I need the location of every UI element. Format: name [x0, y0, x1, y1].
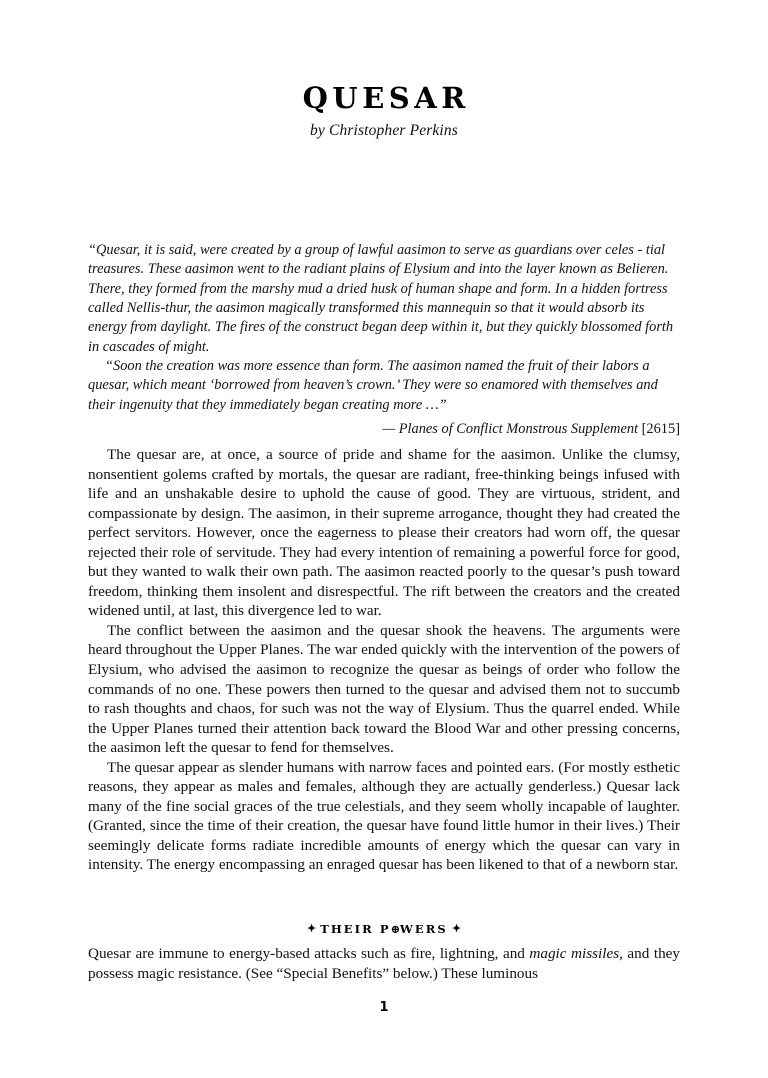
author-byline: by Christopher Perkins — [310, 122, 458, 139]
epigraph-paragraph-1: “Quesar, it is said, were created by a group of lawful aasimon to serve as guardians over celes - tial treasures. These aasimon went to the radiant plains of Elysium and into the layer known as Belieren. There, they formed from the marshy mud a dried husk of human shape and form. In a hidden fortress called Nellis-thur, the aasimon magically transformed this mannequin so that it would absorb its energy from daylight. The fires of the construct began deep within it, but they quickly blossomed forth in cascades of might. — [88, 242, 674, 355]
spell-name-magic-missiles: magic missiles — [529, 945, 620, 962]
attribution-source-title: Planes of Conflict Monstrous Supplement — [398, 421, 639, 438]
body-paragraph-1: The quesar are, at once, a source of pride and shame for the aasimon. Unlike the clumsy, nonsentient golems crafted by mortals, the quesar are radiant, free-thinking beings infused with life and an unshakable desire to uphold the cause of good. They are virtuous, strident, and compassionate by design. The aasimon, in their supreme arrogance, thought they had created the perfect servitors. However, once the eagerness to please their creators had worn off, the quesar rejected their role of servitude. They had every intention of remaining a powerful force for good, but they wanted to walk their own path. The aasimon reacted poorly to the quesar’s push toward freedom, thinking them insolent and disrespectful. The rift between the creators and the created widened until, at last, this divergence led to war. — [88, 446, 680, 620]
attribution-dash: — — [382, 421, 399, 438]
powers-text-after-italic: , and they possess magic resistance. (See “Special Benefits” below.) These luminous — [88, 945, 680, 982]
section-heading-text-part-1: THEIR P — [320, 922, 391, 936]
body-text-block — [88, 445, 680, 875]
powers-text-before-italic: Quesar are immune to energy-based attacks such as fire, lightning, and — [88, 945, 530, 962]
document-page — [0, 81, 768, 1078]
crossed-circle-o-icon: ⊕ — [390, 922, 401, 936]
section-heading-text-part-2: WERS — [399, 922, 448, 936]
powers-paragraph — [88, 944, 680, 983]
attribution-reference-number: [2615] — [638, 421, 680, 438]
ornament-star-right-icon: ✦ — [451, 922, 462, 935]
epigraph-paragraph-2: “Soon the creation was more essence than form. The aasimon named the fruit of their labors a quesar, which meant ‘borrowed from heaven’s crown.’ They were so enamored with themselves and their ingenuity that they immediately began creating more …” — [88, 358, 658, 413]
title-block — [0, 81, 768, 140]
epigraph-attribution — [88, 420, 680, 439]
ornament-star-left-icon: ✦ — [306, 922, 317, 935]
powers-intro-paragraph — [88, 944, 680, 983]
body-paragraph-3: The quesar appear as slender humans with narrow faces and pointed ears. (For mostly esthetic reasons, they appear as males and females, although they are actually genderless.) Quesar lack many of the fine social graces of the true celestials, and they seem wholly incapable of laughter. (Granted, since the time of their creation, the quesar have found little humor in their lives.) Their seemingly delicate forms radiate incredible amounts of energy which the quesar can vary in intensity. The energy encompassing an enraged quesar has been likened to that of a newborn star. — [88, 758, 680, 874]
epigraph-block — [88, 241, 680, 439]
body-paragraph-2: The conflict between the aasimon and the quesar shook the heavens. The arguments were heard throughout the Upper Planes. The war ended quickly with the intervention of the powers of Elysium, who advised the aasimon to recognize the quesar as beings of order who follow the commands of no one. These powers then turned to the quesar and advised them not to succumb to rash thoughts and chaos, for such was not the way of Elysium. Thus the quarrel ended. While the Upper Planes turned their attention back toward the Blood War and other pressing concerns, the aasimon left the quesar to fend for themselves. — [88, 621, 680, 757]
section-heading-their-powers — [88, 922, 680, 936]
page-number: 1 — [379, 1000, 389, 1015]
page-title: QUESAR — [302, 81, 470, 115]
